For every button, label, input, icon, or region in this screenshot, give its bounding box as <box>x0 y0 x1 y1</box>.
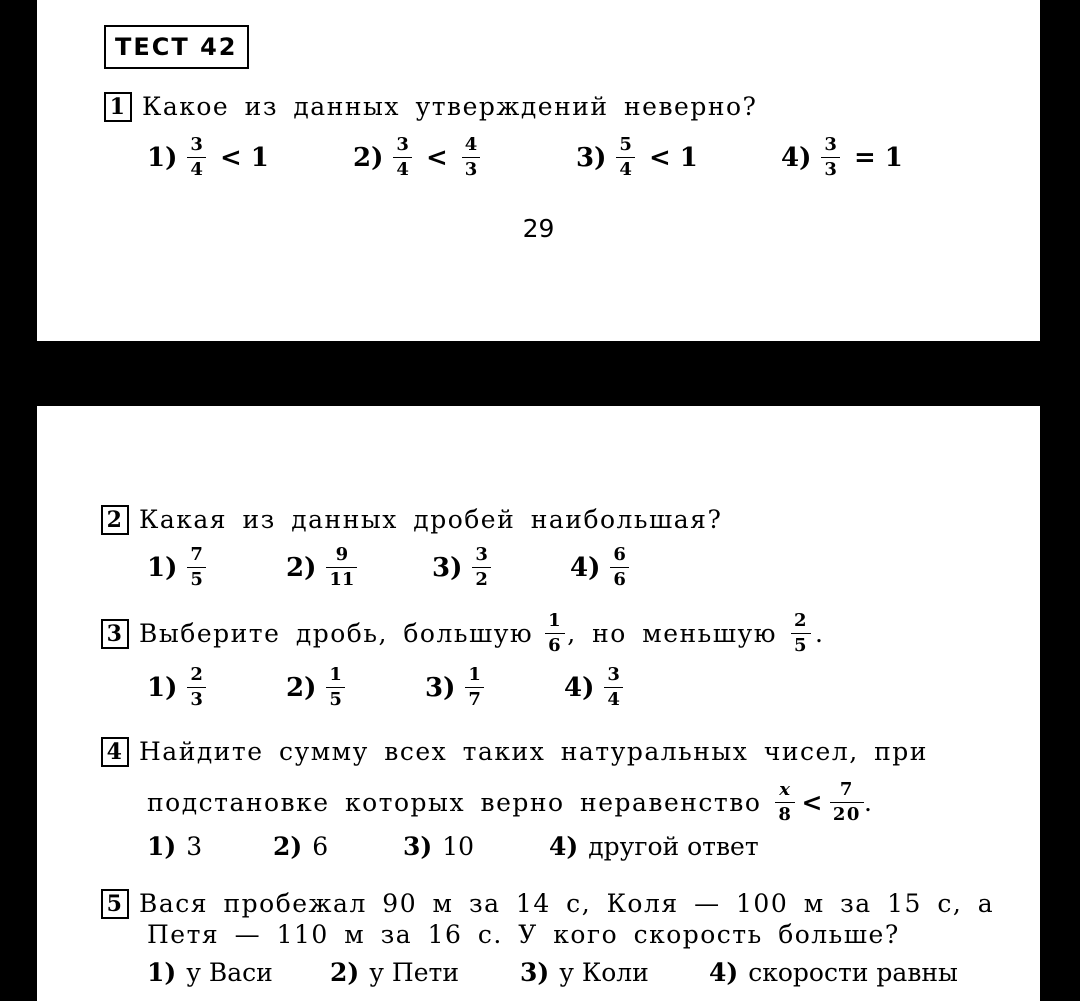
fraction: $\frac{2}{5}$ <box>791 612 811 655</box>
fraction: $\frac{1}{5}$ <box>326 666 345 709</box>
question-4 <box>101 735 928 767</box>
q5-option-1: 1) у Васи <box>147 958 273 987</box>
test-title: ТЕСТ 42 <box>104 25 249 69</box>
question-5 <box>101 887 994 919</box>
question-text: Какое из данных утверждений неверно? <box>142 92 758 121</box>
question-text: Какая из данных дробей наибольшая? <box>139 505 723 534</box>
fraction: $\frac{6}{6}$ <box>610 546 629 589</box>
q4-option-4: 4) другой ответ <box>549 832 759 861</box>
fraction: $\frac{5}{4}$ <box>616 136 635 179</box>
fraction: $\frac{7}{20}$ <box>830 781 864 824</box>
fraction: $\frac{3}{3}$ <box>821 136 840 179</box>
fraction: $\frac{4}{3}$ <box>462 136 481 179</box>
fraction: $\frac{1}{7}$ <box>465 666 484 709</box>
q5-option-4: 4) скорости равны <box>709 958 958 987</box>
question-text: Найдите сумму всех таких натуральных чисел, при <box>139 737 928 766</box>
page-bottom <box>37 406 1040 1001</box>
page-top <box>37 0 1040 341</box>
fraction: $\frac{x}{8}$ <box>775 781 795 824</box>
q2-option-2: 2) $\frac{9}{11}$ <box>286 546 357 589</box>
q1-option-2: 2) $\frac{3}{4}$ < $\frac{4}{3}$ <box>353 136 480 179</box>
question-3: 3 Выберите дробь, большую $\frac{1}{6}$ , но меньшую $\frac{2}{5}$ . <box>101 612 824 655</box>
page-number: 29 <box>522 214 555 243</box>
fraction: $\frac{3}{2}$ <box>472 546 491 589</box>
q1-option-3: 3) $\frac{5}{4}$ < 1 <box>576 134 698 180</box>
fraction: $\frac{3}{4}$ <box>604 666 623 709</box>
question-number: 4 <box>101 737 129 767</box>
q2-option-3: 3) $\frac{3}{2}$ <box>432 546 491 589</box>
q4-option-1: 1) 3 <box>147 832 203 861</box>
question-1 <box>104 90 757 122</box>
q4-option-2: 2) 6 <box>273 832 329 861</box>
q5-option-2: 2) у Пети <box>330 958 459 987</box>
question-number: 3 <box>101 619 129 649</box>
question-number: 1 <box>104 92 132 122</box>
q3-option-3: 3) $\frac{1}{7}$ <box>425 666 484 709</box>
fraction: $\frac{3}{4}$ <box>187 136 206 179</box>
question-text: Вася пробежал 90 м за 14 с, Коля — 100 м за 15 с, а <box>139 889 995 918</box>
q3-option-2: 2) $\frac{1}{5}$ <box>286 666 345 709</box>
question-4-line-2: подстановке которых верно неравенство $\frac{x}{8}$ < $\frac{7}{20}$ . <box>147 779 874 825</box>
q3-option-1: 1) $\frac{2}{3}$ <box>147 666 206 709</box>
q4-option-3: 3) 10 <box>403 832 475 861</box>
question-number: 2 <box>101 505 129 535</box>
fraction: $\frac{2}{3}$ <box>187 666 206 709</box>
q1-option-4: 4) $\frac{3}{3}$ = 1 <box>781 134 903 180</box>
question-2 <box>101 503 722 535</box>
question-number: 5 <box>101 889 129 919</box>
q1-option-1: 1) $\frac{3}{4}$ < 1 <box>147 134 269 180</box>
fraction: $\frac{7}{5}$ <box>187 546 206 589</box>
fraction: $\frac{3}{4}$ <box>393 136 412 179</box>
fraction: $\frac{1}{6}$ <box>545 612 565 655</box>
q5-option-3: 3) у Коли <box>520 958 649 987</box>
question-5-line-2: Петя — 110 м за 16 с. У кого скорость больше? <box>147 920 900 949</box>
q3-option-4: 4) $\frac{3}{4}$ <box>564 666 623 709</box>
q2-option-1: 1) $\frac{7}{5}$ <box>147 546 206 589</box>
q2-option-4: 4) $\frac{6}{6}$ <box>570 546 629 589</box>
fraction: $\frac{9}{11}$ <box>326 546 357 589</box>
